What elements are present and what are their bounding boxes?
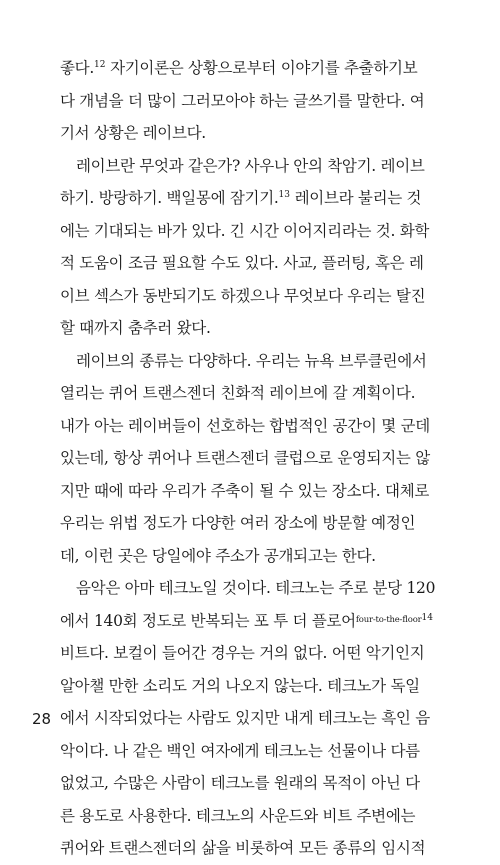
text-line: 이브 섹스가 동반되기도 하겠으나 무엇보다 우리는 탈진 [60, 286, 426, 305]
paragraph-start-line: 레이브란 무엇과 같은가? 사우나 안의 착암기. 레이브 [76, 156, 425, 175]
text-line: 적 도움이 조금 필요할 수도 있다. 사교, 플러팅, 혹은 레 [60, 254, 424, 272]
text-line: 열리는 퀴어 트랜스젠더 친화적 레이브에 갈 계획이다. [60, 384, 416, 402]
text-line: 데, 이런 곳은 당일에야 주소가 공개되고는 한다. [60, 546, 376, 565]
footnote-ref: 13 [278, 190, 290, 200]
text-line: 악이다. 나 같은 백인 여자에게 테크노는 선물이나 다름 [60, 741, 420, 760]
text-line: 하기. 방랑하기. 백일몽에 잠기기.$^{13}$ 레이브라 불리는 것 [60, 189, 422, 207]
paragraph-start-line: 음악은 아마 테크노일 것이다. 테크노는 주로 분당 120 [76, 579, 436, 597]
text-line: 에는 기대되는 바가 있다. 긴 시간 이어지리라는 것. 화학 [60, 221, 430, 240]
page-number: 28 [32, 710, 52, 728]
body-text [60, 52, 440, 865]
text-line: 에서 140회 정도로 반복되는 포 투 더 플로어$^{four-to-the-floor14}$ [60, 611, 433, 630]
text-line: 있는데, 항상 퀴어나 트랜스젠더 클럽으로 운영되지는 않 [60, 449, 430, 467]
text-line: 른 용도로 사용한다. 테크노의 사운드와 비트 주변에는 [60, 806, 416, 825]
gloss-annotation: four-to-the-floor [355, 614, 422, 625]
paragraph-start-line: 레이브의 종류는 다양하다. 우리는 뉴욕 브루클린에서 [76, 351, 427, 370]
text-line: 내가 아는 레이버들이 선호하는 합법적인 공간이 몇 군데 [60, 416, 430, 435]
text-line: 지만 때에 따라 우리가 주축이 될 수 있는 장소다. 대체로 [60, 481, 430, 500]
text-line: 에서 시작되었다는 사람도 있지만 내게 테크노는 흑인 음 [60, 709, 430, 727]
text-line: 퀴어와 트랜스젠더의 삶을 비롯하여 모든 종류의 임시적 [60, 839, 426, 857]
text-line: 비트다. 보컬이 들어간 경우는 거의 없다. 어떤 악기인지 [60, 644, 425, 662]
text-line: 우리는 위법 정도가 다양한 여러 장소에 방문할 예정인 [60, 514, 416, 532]
text-line: 다 개념을 더 많이 그러모아야 하는 글쓰기를 말한다. 여 [60, 91, 425, 110]
text-line: 없었고, 수많은 사람이 테크노를 원래의 목적이 아닌 다 [60, 774, 420, 792]
text-line: 할 때까지 춤추러 왔다. [60, 319, 211, 337]
text-line: 기서 상황은 레이브다. [60, 124, 206, 142]
footnote-ref: 12 [93, 60, 106, 70]
text-line: 알아챌 만한 소리도 거의 나오지 않는다. 테크노가 독일 [60, 676, 420, 695]
footnote-ref: 14 [421, 612, 433, 623]
text-line: 좋다.$^{12}$ 자기이론은 상황으로부터 이야기를 추출하기보 [60, 59, 418, 77]
